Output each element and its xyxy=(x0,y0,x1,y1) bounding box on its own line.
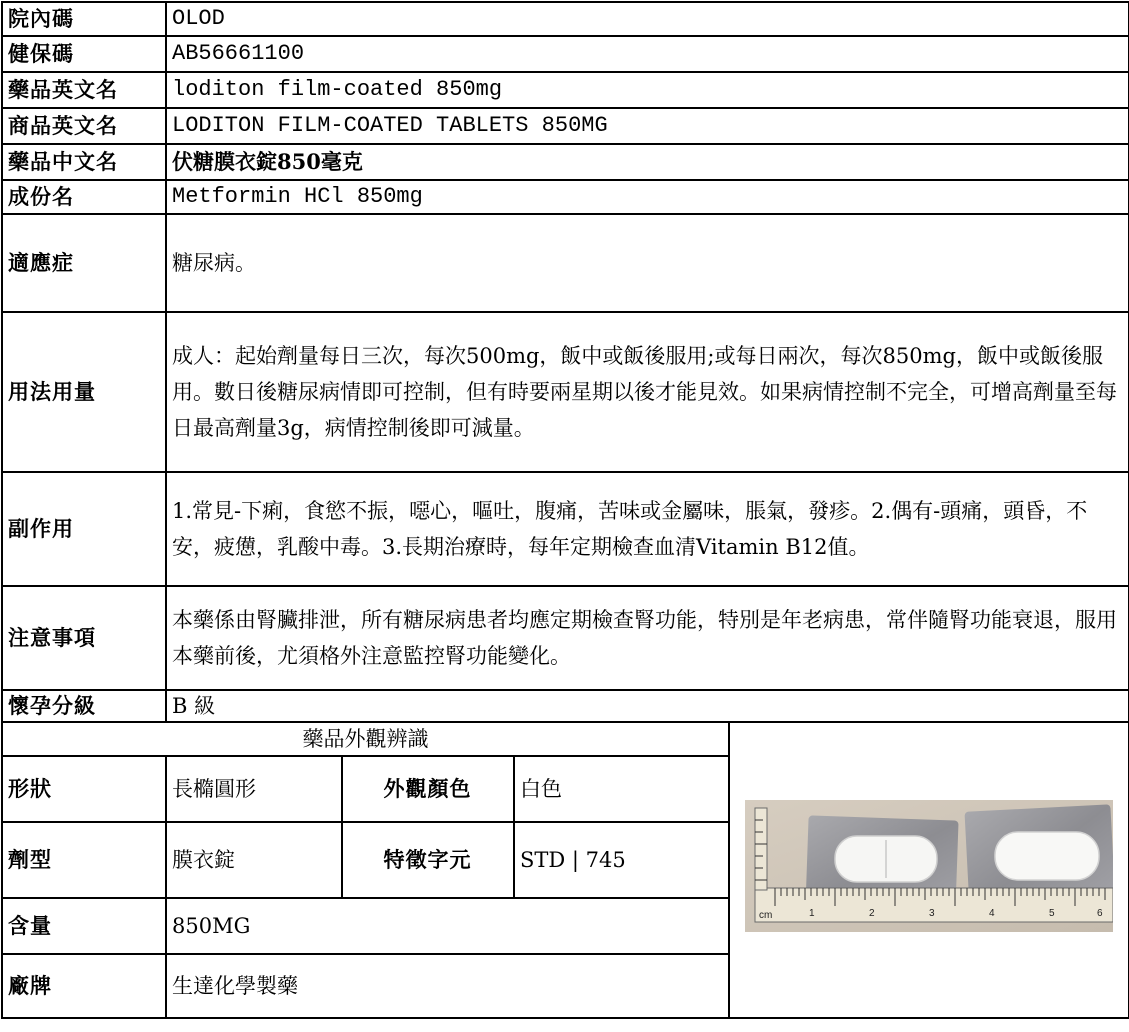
drug-photo-cell xyxy=(729,722,1129,1018)
ingredient-value: Metformin HCl 850mg xyxy=(166,180,1129,214)
ingredient-label: 成份名 xyxy=(2,180,166,214)
color-value: 白色 xyxy=(514,756,729,822)
hospital-code-value: OLOD xyxy=(166,2,1129,36)
ruler-number-1: 1 xyxy=(809,908,815,919)
precautions-value: 本藥係由腎臟排泄，所有糖尿病患者均應定期檢查腎功能，特別是年老病患，常伴隨腎功能衰退，服用本藥前後，尤須格外注意監控腎功能變化。 xyxy=(166,586,1129,690)
insurance-code-value: AB56661100 xyxy=(166,36,1129,72)
color-label: 外觀顏色 xyxy=(342,756,514,822)
brand-value: 生達化學製藥 xyxy=(166,954,729,1018)
precautions-label: 注意事項 xyxy=(2,586,166,690)
dosage-value: 成人：起始劑量每日三次，每次500mg，飯中或飯後服用;或每日兩次，每次850mg，飯中或飯後服用。數日後糖尿病情即可控制，但有時要兩星期以後才能見效。如果病情控制不完全，可增高劑量至每日最高劑量3g，病情控制後即可減量。 xyxy=(166,312,1129,472)
drug-chinese-name-label: 藥品中文名 xyxy=(2,144,166,180)
dosage-label: 用法用量 xyxy=(2,312,166,472)
strength-label: 含量 xyxy=(2,898,166,954)
drug-photo xyxy=(745,800,1113,932)
indication-label: 適應症 xyxy=(2,214,166,312)
drug-chinese-name-value: 伏糖膜衣錠850毫克 xyxy=(166,144,1129,180)
indication-value: 糖尿病。 xyxy=(166,214,1129,312)
brand-label: 廠牌 xyxy=(2,954,166,1018)
marking-label: 特徵字元 xyxy=(342,822,514,898)
ruler-number-2: 2 xyxy=(869,908,875,919)
dosage-form-label: 劑型 xyxy=(2,822,166,898)
drug-info-table xyxy=(1,1,1129,1019)
side-effects-value: 1.常見-下痢，食慾不振，噁心，嘔吐，腹痛，苦味或金屬味，脹氣，發疹。2.偶有-頭痛，頭昏，不安，疲憊，乳酸中毒。3.長期治療時，每年定期檢查血清Vitamin B12值。 xyxy=(166,472,1129,586)
marking-value: STD | 745 xyxy=(514,822,729,898)
side-effects-label: 副作用 xyxy=(2,472,166,586)
hospital-code-label: 院內碼 xyxy=(2,2,166,36)
ruler-number-5: 5 xyxy=(1049,908,1055,919)
pregnancy-category-value: B 級 xyxy=(166,690,1129,722)
drug-english-name-label: 藥品英文名 xyxy=(2,72,166,108)
drug-english-name-value: loditon film-coated 850mg xyxy=(166,72,1129,108)
strength-value: 850MG xyxy=(166,898,729,954)
product-english-name-value: LODITON FILM-COATED TABLETS 850MG xyxy=(166,108,1129,144)
shape-value: 長橢圓形 xyxy=(166,756,342,822)
dosage-form-value: 膜衣錠 xyxy=(166,822,342,898)
pregnancy-category-label: 懷孕分級 xyxy=(2,690,166,722)
ruler-unit: cm xyxy=(759,910,773,921)
insurance-code-label: 健保碼 xyxy=(2,36,166,72)
appearance-title: 藥品外觀辨識 xyxy=(2,722,729,756)
ruler-number-6: 6 xyxy=(1097,908,1103,919)
ruler-number-4: 4 xyxy=(989,908,995,919)
shape-label: 形狀 xyxy=(2,756,166,822)
product-english-name-label: 商品英文名 xyxy=(2,108,166,144)
ruler-number-3: 3 xyxy=(929,908,935,919)
tablet-right xyxy=(995,832,1099,880)
